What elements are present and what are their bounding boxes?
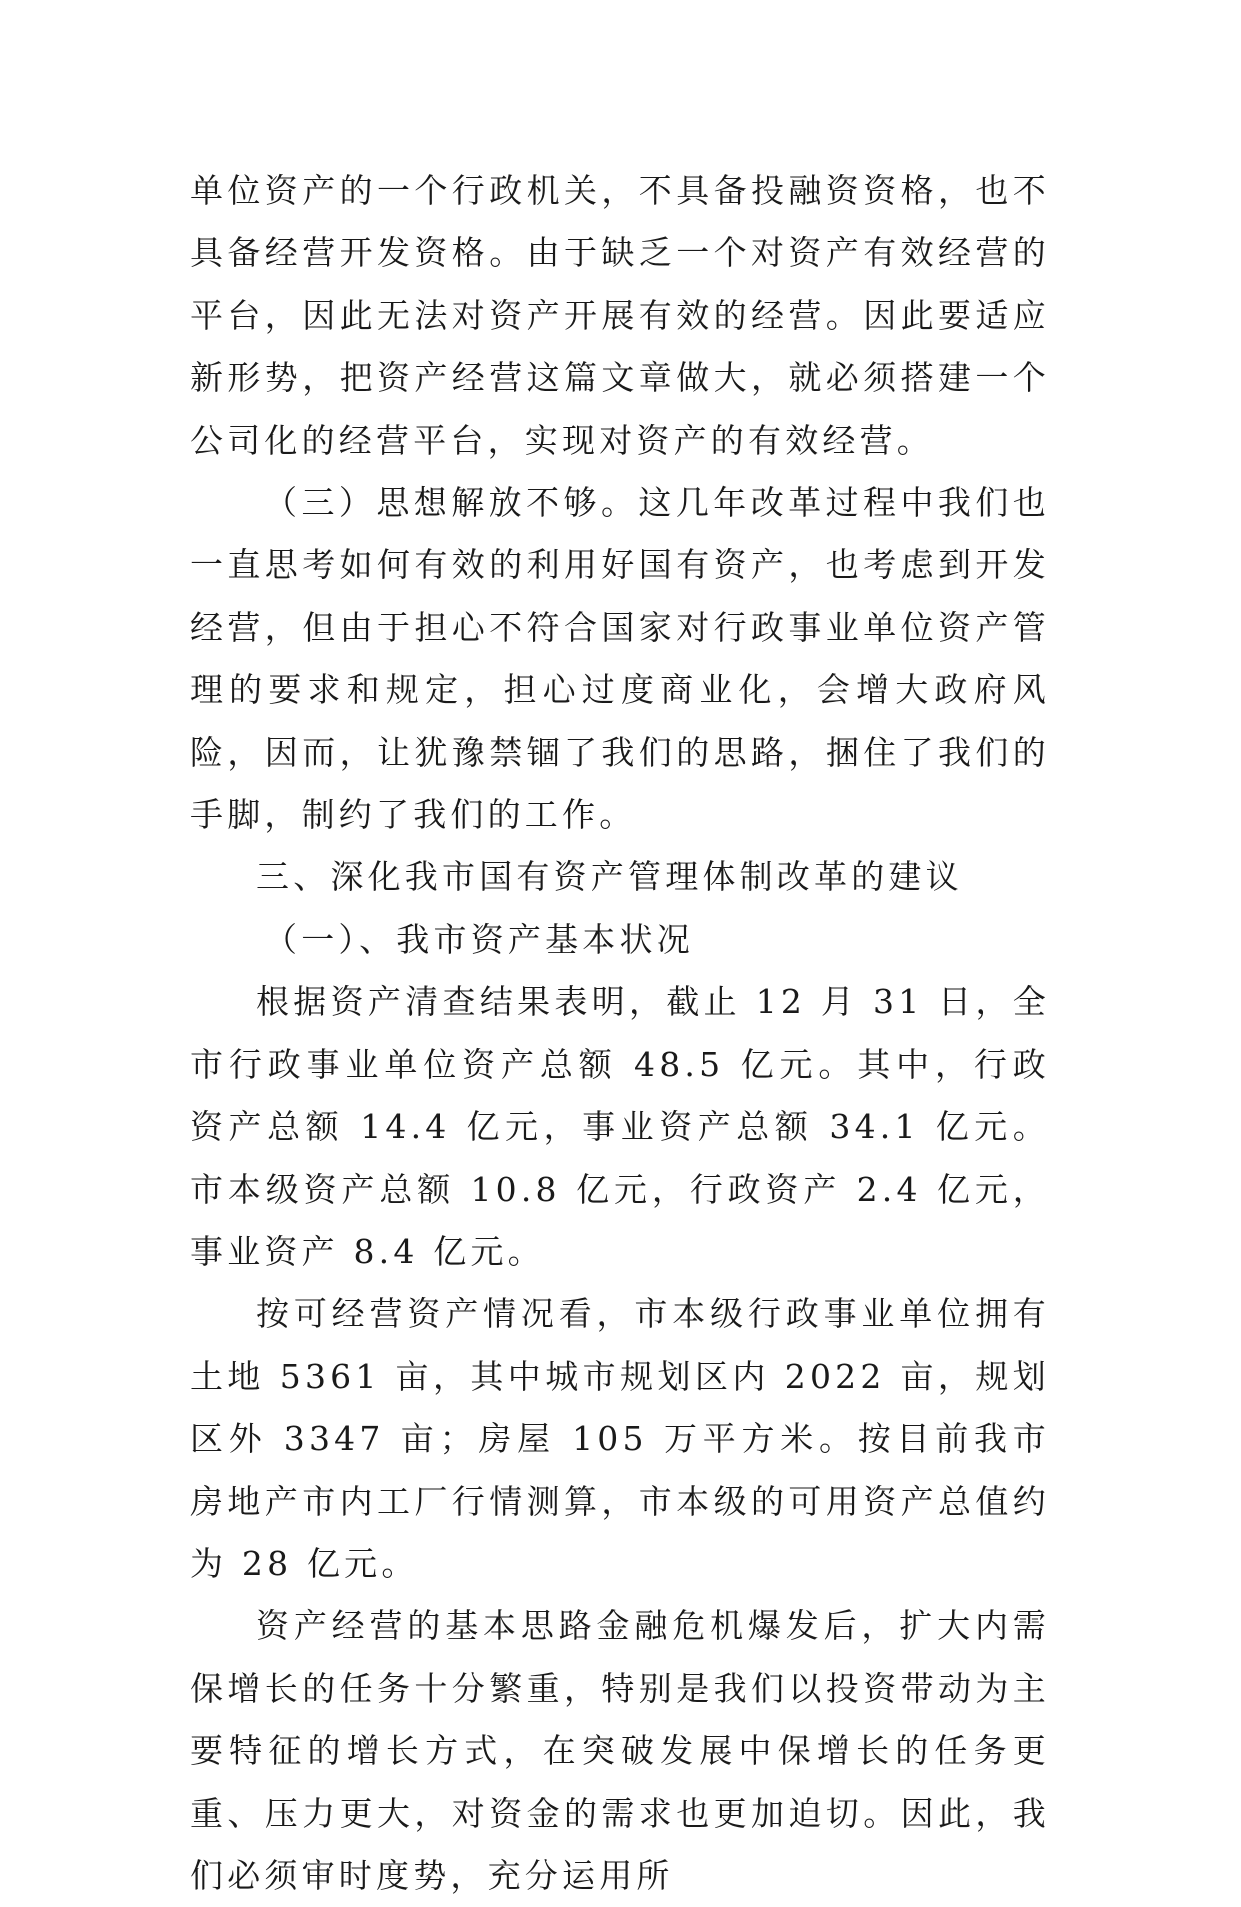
paragraph-asset-platform: 单位资产的一个行政机关，不具备投融资资格，也不具备经营开发资格。由于缺乏一个对资产有效经营的平台，因此无法对资产开展有效的经营。因此要适应新形势，把资产经营这篇文章做大，就必须搭建一个公司化的经营平台，实现对资产的有效经营。 [190,171,1050,460]
paragraph-operable-assets: 按可经营资产情况看，市本级行政事业单位拥有土地 5361 亩，其中城市规划区内 2022 亩，规划区外 3347 亩；房屋 105 万平方米。按目前我市房地产市内工厂行情测算，市本级的可用资产总值约为 28 亿元。 [190,1294,1050,1583]
section-heading-reform-suggestions: 三、深化我市国有资产管理体制改革的建议 [256,857,963,897]
subsection-heading-asset-status: （一）、我市资产基本状况 [264,919,694,959]
document-body [190,160,1050,1907]
paragraph-asset-inventory: 根据资产清查结果表明，截止 12 月 31 日，全市行政事业单位资产总额 48.5 亿元。其中，行政资产总额 14.4 亿元，事业资产总额 34.1 亿元。市本级资产总额 10.8 亿元，行政资产 2.4 亿元，事业资产 8.4 亿元。 [190,982,1050,1271]
paragraph-operating-strategy: 资产经营的基本思路金融危机爆发后，扩大内需保增长的任务十分繁重，特别是我们以投资带动为主要特征的增长方式，在突破发展中保增长的任务更重、压力更大，对资金的需求也更加迫切。因此，我们必须审时度势，充分运用所 [190,1606,1050,1895]
paragraph-thinking-not-liberated: （三）思想解放不够。这几年改革过程中我们也一直思考如何有效的利用好国有资产，也考虑到开发经营，但由于担心不符合国家对行政事业单位资产管理的要求和规定，担心过度商业化，会增大政府风险，因而，让犹豫禁锢了我们的思路，捆住了我们的手脚，制约了我们的工作。 [190,483,1050,835]
